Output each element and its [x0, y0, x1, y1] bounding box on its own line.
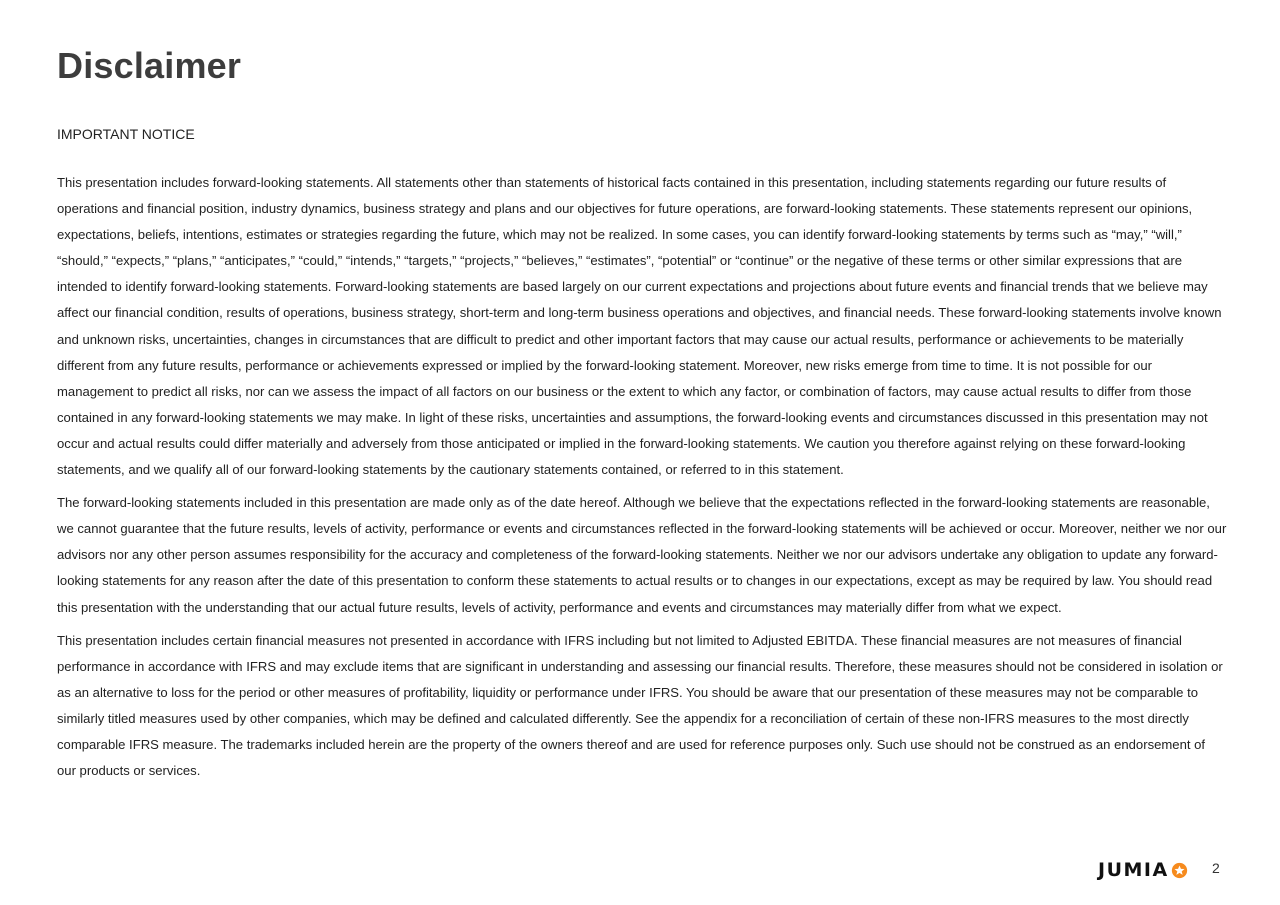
- notice-heading: IMPORTANT NOTICE: [57, 126, 195, 142]
- jumia-logo: [1098, 858, 1188, 882]
- disclaimer-paragraph: This presentation includes forward-looking statements. All statements other than statements of historical facts contained in this presentation, including statements regarding our future results of operations and financial position, industry dynamics, business strategy and plans and our objectives for future operations, are forward-looking statements. These statements represent our opinions, expectations, beliefs, intentions, estimates or strategies regarding the future, which may not be realized. In some cases, you can identify forward-looking statements by terms such as “may,” “will,” “should,” “expects,” “plans,” “anticipates,” “could,” “intends,” “targets,” “projects,” “believes,” “estimates”, “potential” or “continue” or the negative of these terms or other similar expressions that are intended to identify forward-looking statements. Forward-looking statements are based largely on our current expectations and projections about future events and financial trends that we believe may affect our financial condition, results of operations, business strategy, short-term and long-term business operations and objectives, and financial needs. These forward-looking statements involve known and unknown risks, uncertainties, changes in circumstances that are difficult to predict and other important factors that may cause our actual results, performance or achievements to be materially different from any future results, performance or achievements expressed or implied by the forward-looking statement. Moreover, new risks emerge from time to time. It is not possible for our management to predict all risks, nor can we assess the impact of all factors on our business or the extent to which any factor, or combination of factors, may cause actual results to differ from those contained in any forward-looking statements we may make. In light of these risks, uncertainties and assumptions, the forward-looking events and circumstances discussed in this presentation may not occur and actual results could differ materially and adversely from those anticipated or implied in the forward-looking statements. We caution you therefore against relying on these forward-looking statements, and we qualify all of our forward-looking statements by the cautionary statements contained, or referred to in this statement.: [57, 175, 1222, 478]
- slide-title: Disclaimer: [57, 45, 242, 86]
- logo-wordmark: JUMIA: [1098, 859, 1169, 881]
- disclaimer-paragraph: The forward-looking statements included in this presentation are made only as of the date hereof. Although we believe that the expectations reflected in the forward-looking statements are reasonable, we cannot guarantee that the future results, levels of activity, performance or events and circumstances reflected in the forward-looking statements will be achieved or occur. Moreover, neither we nor our advisors nor any other person assumes responsibility for the accuracy and completeness of the forward-looking statements. Neither we nor our advisors undertake any obligation to update any forward-looking statements for any reason after the date of this presentation to conform these statements to actual results or to changes in our expectations, except as may be required by law. You should read this presentation with the understanding that our actual future results, levels of activity, performance and events and circumstances may materially differ from what we expect.: [57, 495, 1227, 615]
- disclaimer-body: [57, 170, 1227, 791]
- star-icon: [1171, 862, 1188, 879]
- disclaimer-paragraph: This presentation includes certain financial measures not presented in accordance with IFRS including but not limited to Adjusted EBITDA. These financial measures are not measures of financial performance in accordance with IFRS and may exclude items that are significant in understanding and assessing our financial results. Therefore, these measures should not be considered in isolation or as an alternative to loss for the period or other measures of profitability, liquidity or performance under IFRS. You should be aware that our presentation of these measures may not be comparable to similarly titled measures used by other companies, which may be defined and calculated differently. See the appendix for a reconciliation of certain of these non-IFRS measures to the most directly comparable IFRS measure. The trademarks included herein are the property of the owners thereof and are used for reference purposes only. Such use should not be construed as an endorsement of our products or services.: [57, 632, 1223, 779]
- page-number: 2: [1212, 860, 1220, 876]
